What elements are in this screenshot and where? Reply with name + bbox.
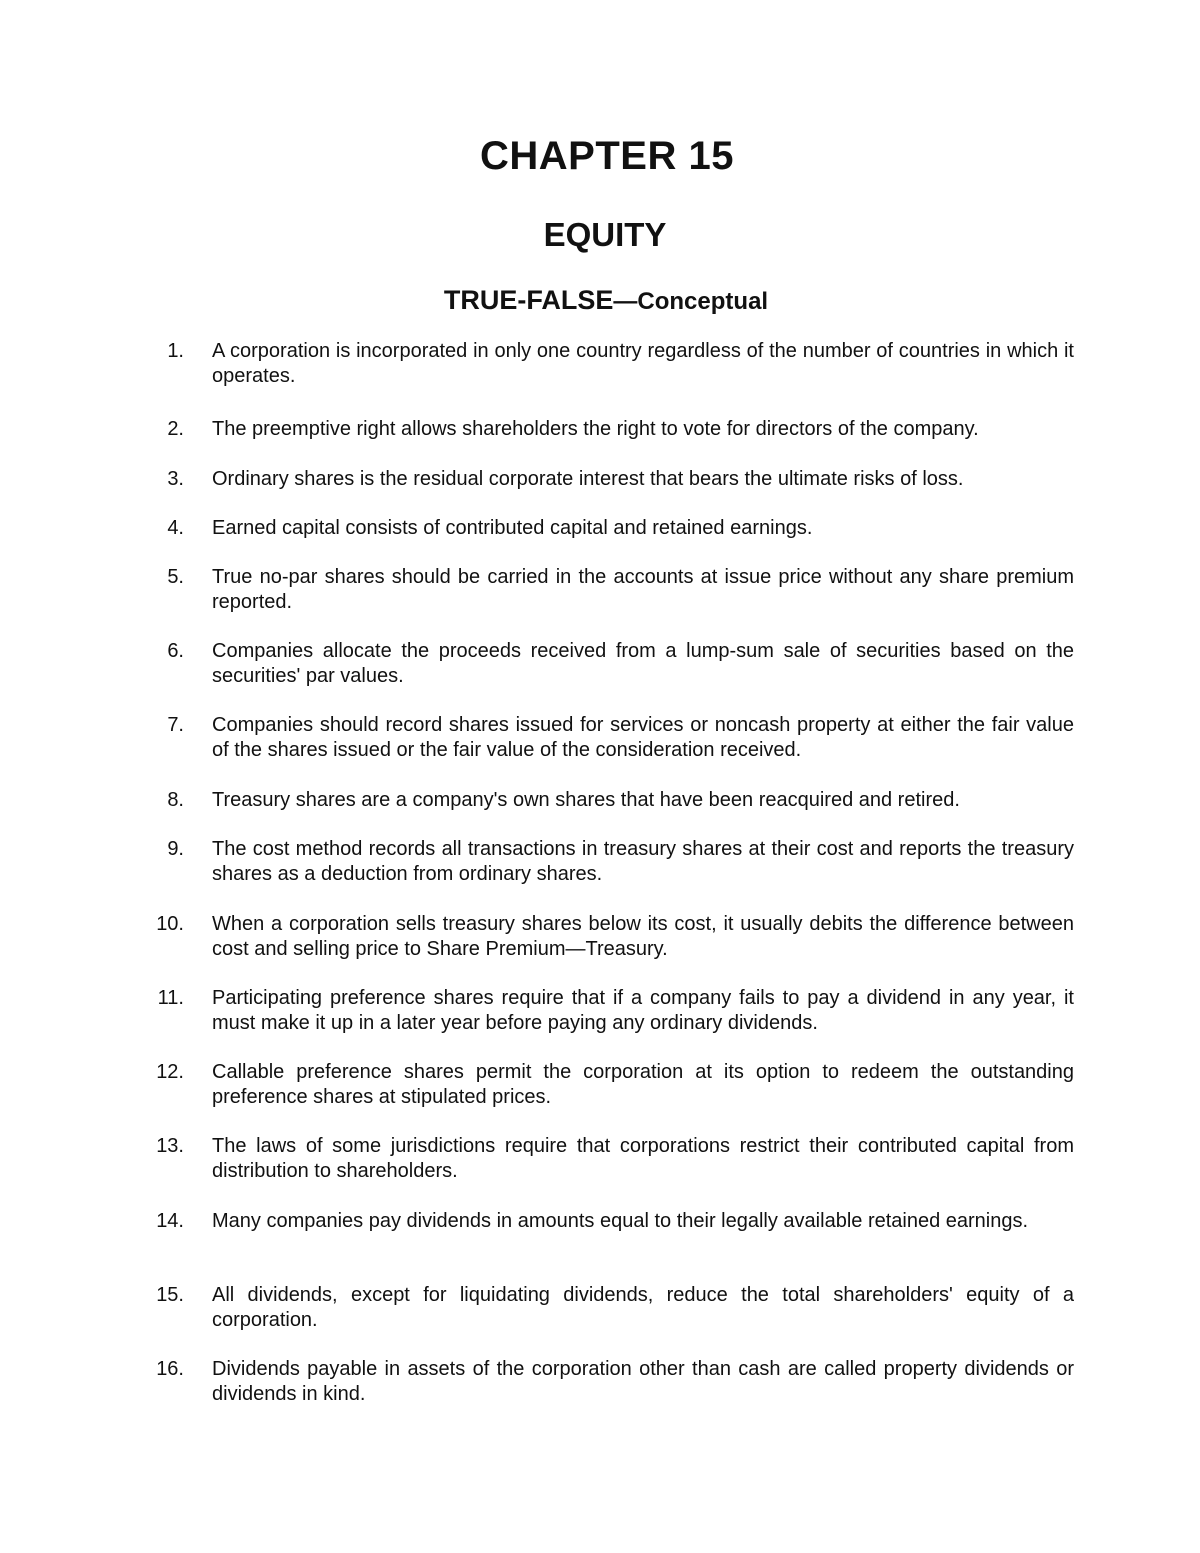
question-text: The preemptive right allows shareholders the right to vote for directors of the company. xyxy=(212,418,979,440)
question-number: 13. xyxy=(156,1135,184,1157)
question-text: Treasury shares are a company's own shares that have been reacquired and retired. xyxy=(212,789,960,811)
question-text: Many companies pay dividends in amounts equal to their legally available retained earnings. xyxy=(212,1210,1029,1232)
question-number: 6. xyxy=(167,640,184,662)
question-number: 8. xyxy=(167,789,184,811)
question-number: 11. xyxy=(157,987,184,1009)
question-text: Companies should record shares issued for services or noncash property at either the fair value of the shares issued or the fair value of the consideration received. xyxy=(212,714,1074,761)
question-text: When a corporation sells treasury shares below its cost, it usually debits the difference between cost and selling price to Share Premium—Treasury. xyxy=(212,913,1074,960)
question-number: 3. xyxy=(167,468,184,490)
question-text: A corporation is incorporated in only one country regardless of the number of countries in which it operates. xyxy=(212,340,1074,387)
question-text: Dividends payable in assets of the corporation other than cash are called property dividends or dividends in kind. xyxy=(212,1358,1074,1405)
question-number: 1. xyxy=(167,340,184,362)
question-text: True no-par shares should be carried in the accounts at issue price without any share premium reported. xyxy=(212,566,1074,613)
question-number: 16. xyxy=(156,1358,184,1380)
question-number: 4. xyxy=(167,517,184,539)
section-title-sub: —Conceptual xyxy=(613,288,769,315)
chapter-title: CHAPTER 15 xyxy=(480,134,734,178)
question-number: 14. xyxy=(156,1210,184,1232)
question-number: 12. xyxy=(156,1061,184,1083)
section-title-main: TRUE-FALSE xyxy=(443,285,614,315)
topic-title: EQUITY xyxy=(543,216,667,253)
question-text: Earned capital consists of contributed capital and retained earnings. xyxy=(212,517,813,539)
question-text: Participating preference shares require that if a company fails to pay a dividend in any year, it must make it up in a later year before paying any ordinary dividends. xyxy=(212,987,1074,1034)
section-title xyxy=(0,280,1200,322)
question-text: Ordinary shares is the residual corporate interest that bears the ultimate risks of loss. xyxy=(212,468,964,490)
question-text: The laws of some jurisdictions require that corporations restrict their contributed capital from distribution to shareholders. xyxy=(212,1135,1074,1182)
question-number: 9. xyxy=(167,838,184,860)
question-number: 2. xyxy=(167,418,184,440)
question-number: 15. xyxy=(156,1284,184,1306)
question-text: Callable preference shares permit the corporation at its option to redeem the outstanding preference shares at stipulated prices. xyxy=(212,1061,1074,1108)
question-number: 7. xyxy=(167,714,184,736)
question-text: Companies allocate the proceeds received from a lump-sum sale of securities based on the securities' par values. xyxy=(212,640,1074,687)
question-text: All dividends, except for liquidating dividends, reduce the total shareholders' equity of a corporation. xyxy=(212,1284,1074,1331)
question-text: The cost method records all transactions in treasury shares at their cost and reports the treasury shares as a deduction from ordinary shares. xyxy=(212,838,1074,885)
question-number: 10. xyxy=(156,913,184,935)
question-number: 5. xyxy=(167,566,184,588)
